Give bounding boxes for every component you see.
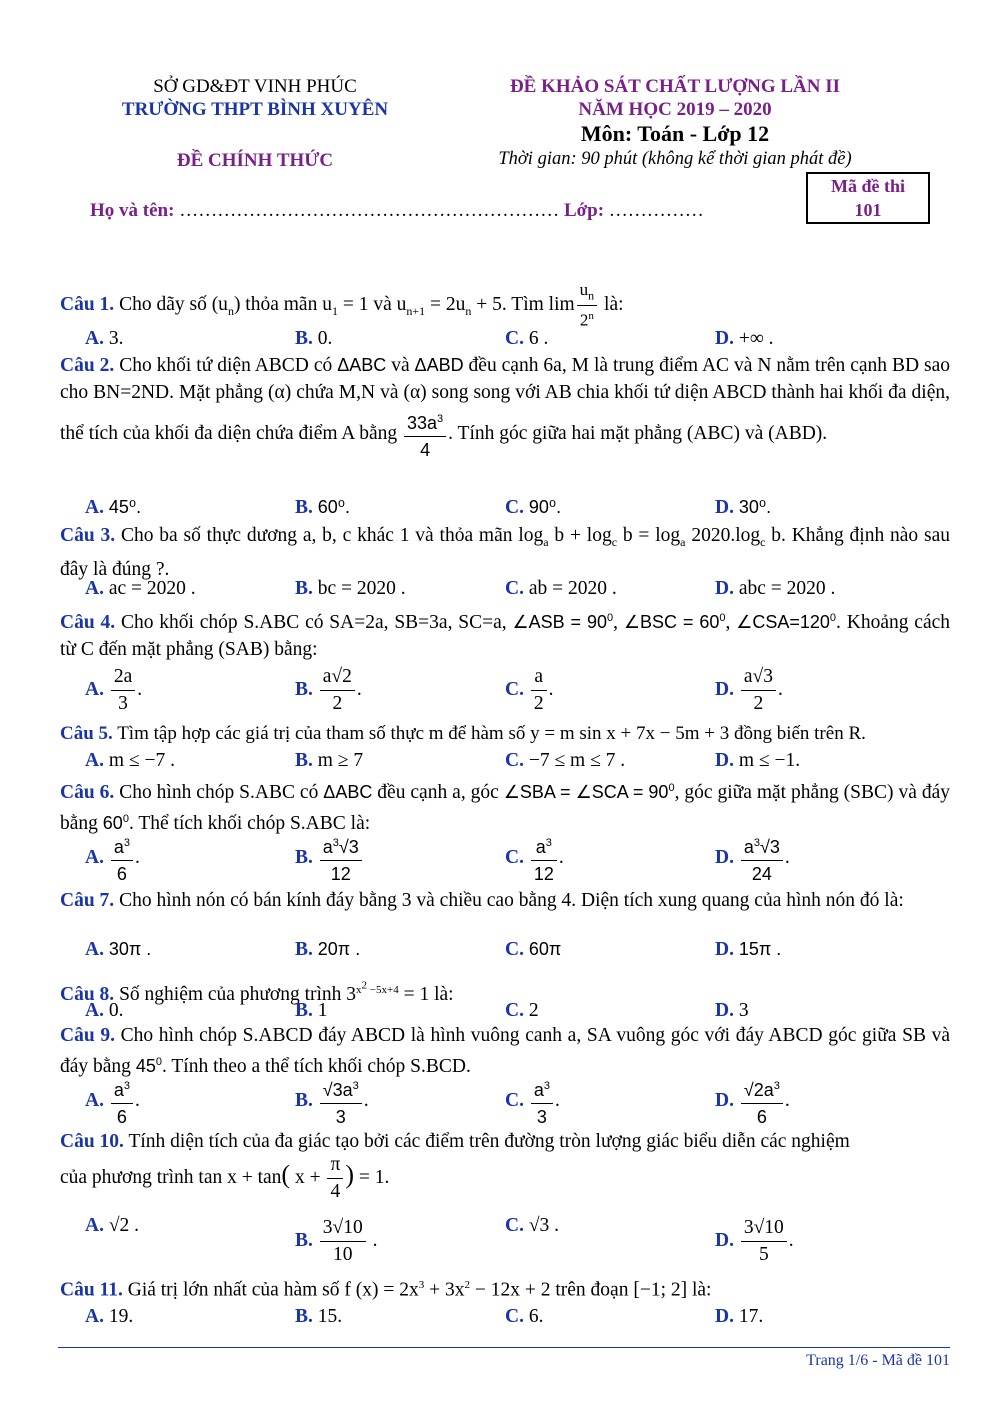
option-letter: A.	[85, 939, 104, 960]
footer-divider	[58, 1347, 950, 1348]
school-name: TRƯỜNG THPT BÌNH XUYÊN	[121, 99, 389, 120]
option-text: 3	[738, 1000, 749, 1021]
q8-option-c[interactable]	[505, 1000, 539, 1022]
subject: Môn: Toán - Lớp 12	[580, 121, 770, 146]
q7-option-c[interactable]	[505, 939, 561, 961]
option-text: 90⁰.	[528, 497, 562, 517]
q1-option-a[interactable]	[85, 328, 123, 350]
option-letter: D.	[715, 1306, 734, 1327]
class-label: Lớp:	[563, 200, 605, 221]
option-letter: B.	[295, 497, 313, 518]
option-letter: D.	[715, 1229, 734, 1251]
q4-option-b[interactable]: B. $\frac{a√2}{2}$ .	[295, 666, 362, 714]
exam-code-label: Mã đề thi	[831, 176, 905, 196]
q9-option-d[interactable]: D. $\frac{√2a^3}{6}$ .	[715, 1073, 790, 1130]
option-letter: D.	[715, 328, 734, 349]
question-label: Câu 3.	[60, 525, 116, 546]
question-10: Câu 10. Tính diện tích của đa giác tạo bởi các điểm trên đường tròn lượng giác biểu diễn các nghiệm	[60, 1131, 850, 1152]
q1-option-d[interactable]	[715, 328, 774, 350]
option-text: 6 .	[528, 328, 549, 349]
q6-option-c[interactable]: C. $\frac{a^3}{12}$ .	[505, 830, 564, 887]
option-text: 30π .	[108, 939, 152, 959]
option-letter: A.	[85, 497, 104, 518]
option-text: 0.	[317, 328, 333, 349]
exam-code-value: 101	[854, 200, 882, 220]
q4-option-a[interactable]: A. $\frac{2a}{3}$ .	[85, 666, 143, 714]
q2-option-d[interactable]	[715, 497, 771, 519]
option-letter: C.	[505, 1215, 524, 1236]
option-letter: C.	[505, 578, 524, 599]
q11-option-d[interactable]	[715, 1306, 763, 1328]
option-text: 15.	[317, 1306, 343, 1327]
q4-option-d[interactable]: D. $\frac{a√3}{2}$ .	[715, 666, 783, 714]
q10-option-a[interactable]: A. √2 .	[85, 1215, 140, 1236]
option-text: ab = 2020 .	[528, 578, 617, 599]
q7-option-a[interactable]	[85, 939, 151, 961]
option-letter: D.	[715, 939, 734, 960]
q11-option-c[interactable]	[505, 1306, 543, 1328]
question-label: Câu 7.	[60, 890, 115, 911]
option-letter: A.	[85, 678, 104, 700]
q3-option-d[interactable]	[715, 578, 835, 600]
question-11: Câu 11. Giá trị lớn nhất của hàm số f $(x) = 2x^3 + 3x^2 - 12x + 2$ trên đoạn [−1; 2] là:	[60, 1279, 712, 1301]
option-letter: C.	[505, 678, 524, 700]
option-letter: B.	[295, 678, 313, 700]
q4-option-c[interactable]: C. $\frac{a}{2}$ .	[505, 666, 554, 714]
q5-option-c[interactable]	[505, 750, 625, 772]
option-letter: A.	[85, 1000, 104, 1021]
question-label: Câu 1.	[60, 294, 115, 315]
option-text: m ≥ 7	[317, 750, 364, 771]
q7-option-d[interactable]	[715, 939, 781, 961]
option-letter: C.	[505, 1000, 524, 1021]
question-7: Câu 7. Cho hình nón có bán kính đáy bằng 3 và chiều cao bằng 4. Diện tích xung quang của hình nón đó là:	[60, 890, 904, 911]
q2-option-c[interactable]	[505, 497, 561, 519]
option-letter: A.	[85, 1215, 104, 1236]
q8-option-b[interactable]	[295, 1000, 328, 1022]
option-letter: D.	[715, 846, 734, 868]
option-text: bc = 2020 .	[317, 578, 406, 599]
option-letter: D.	[715, 578, 734, 599]
question-9: Câu 9. Cho hình chóp S.ABCD đáy ABCD là hình vuông canh a, SA vuông góc với đáy ABCD góc giữa SB và đáy bằng $45^0$. Tính theo a thể tích khối chóp S.BCD.	[60, 1025, 951, 1077]
option-text: 1	[317, 1000, 328, 1021]
q6-option-a[interactable]: A. $\frac{a^3}{6}$ .	[85, 830, 140, 887]
q2-option-a[interactable]	[85, 497, 141, 519]
question-label: Câu 11.	[60, 1279, 123, 1301]
q2-option-b[interactable]	[295, 497, 350, 519]
option-letter: B.	[295, 1306, 313, 1327]
question-1: Câu 1. Cho dãy số $(u_n)$ thỏa mãn $u_1 = 1$ và $u_{n+1} = 2u_n + 5$. Tìm lim $\frac{u_n}{2^n}$ là:	[60, 280, 624, 331]
option-text: 60⁰.	[317, 497, 351, 517]
option-text: 6.	[528, 1306, 544, 1327]
q10-option-b[interactable]: B. $\frac{3√10}{10}$ .	[295, 1217, 378, 1265]
q1-option-c[interactable]	[505, 328, 548, 350]
class-field[interactable]: ……………	[608, 200, 704, 221]
question-label: Câu 9.	[60, 1025, 115, 1046]
option-letter: C.	[505, 1089, 524, 1111]
option-letter: C.	[505, 1306, 524, 1327]
q3-option-b[interactable]	[295, 578, 406, 600]
q3-option-c[interactable]	[505, 578, 617, 600]
option-letter: B.	[295, 1089, 313, 1111]
option-letter: C.	[505, 750, 524, 771]
option-letter: A.	[85, 750, 104, 771]
name-label: Họ và tên:	[90, 200, 175, 221]
question-label: Câu 8.	[60, 984, 115, 1006]
q5-option-a[interactable]	[85, 750, 175, 772]
question-8: Câu 8. Số nghiệm của phương trình $3^{x^2 -5x+4} = 1$ là:	[60, 979, 454, 1006]
school-year: NĂM HỌC 2019 – 2020	[578, 99, 772, 120]
option-letter: B.	[295, 939, 313, 960]
page-footer: Trang 1/6 - Mã đề 101	[806, 1352, 950, 1369]
department: SỞ GD&ĐT VINH PHÚC	[153, 76, 357, 97]
option-letter: A.	[85, 1306, 104, 1327]
q1-option-b[interactable]	[295, 328, 332, 350]
q5-option-d[interactable]	[715, 750, 800, 772]
q3-option-a[interactable]	[85, 578, 196, 600]
option-letter: B.	[295, 578, 313, 599]
option-text: −7 ≤ m ≤ 7 .	[528, 750, 626, 771]
option-text: 3.	[108, 328, 124, 349]
q8-option-d[interactable]	[715, 1000, 749, 1022]
question-3: Câu 3. Cho ba số thực dương a, b, c khác 1 và thỏa mãn $\log_a b + \log_c b = \log_a 2020.\log_c$ b. Khẳng định nào sau đây là đúng ?.	[60, 525, 950, 580]
q9-option-b[interactable]: B. $\frac{√3a^3}{3}$ .	[295, 1073, 369, 1130]
question-label: Câu 6.	[60, 782, 115, 803]
option-letter: D.	[715, 1089, 734, 1111]
question-label: Câu 2.	[60, 355, 115, 376]
question-4: Câu 4. Cho khối chóp S.ABC có SA=2a, SB=3a, SC=a, ∠ASB = $90^0$, ∠BSC = $60^0$, $\angle CSA=120^0$. Khoảng cách từ C đến mặt phẳng (SAB) bằng:	[60, 612, 950, 660]
option-letter: B.	[295, 1000, 313, 1021]
option-text: 15π .	[738, 939, 782, 959]
q5-option-b[interactable]	[295, 750, 363, 772]
exam-title: ĐỀ KHẢO SÁT CHẤT LƯỢNG LẦN II	[509, 76, 841, 97]
option-letter: A.	[85, 846, 104, 868]
question-6: Câu 6. Cho hình chóp S.ABC có ΔABC đều cạnh a, góc ∠SBA = ∠SCA = $90^0$, góc giữa mặt phẳng (SBC) và đáy bằng $60^0$. Thể tích khối chóp S.ABC là:	[60, 782, 950, 834]
q6-option-b[interactable]: B. $\frac{a^3√3}{12}$	[295, 830, 364, 887]
option-text: 0.	[108, 1000, 124, 1021]
option-letter: A.	[85, 328, 104, 349]
option-letter: B.	[295, 750, 313, 771]
q11-option-b[interactable]	[295, 1306, 342, 1328]
q7-option-b[interactable]	[295, 939, 360, 961]
option-letter: A.	[85, 1089, 104, 1111]
q9-option-c[interactable]: C. $\frac{a^3}{3}$ .	[505, 1073, 560, 1130]
q10-option-c[interactable]: C. √3 .	[505, 1215, 560, 1236]
student-info-line	[90, 200, 704, 222]
question-10-equation: của phương trình tan x + tan( x + $\frac{\pi}{4}$ ) = 1.	[60, 1154, 390, 1202]
official-label: ĐỀ CHÍNH THỨC	[176, 150, 334, 171]
q6-option-d[interactable]: D. $\frac{a^3√3}{24}$ .	[715, 830, 790, 887]
option-letter: C.	[505, 846, 524, 868]
q9-option-a[interactable]: A. $\frac{a^3}{6}$ .	[85, 1073, 140, 1130]
question-label: Câu 10.	[60, 1131, 124, 1152]
option-text: 17.	[738, 1306, 764, 1327]
option-text: 19.	[108, 1306, 134, 1327]
option-letter: B.	[295, 328, 313, 349]
q10-option-d[interactable]: D. $\frac{3√10}{5}$ .	[715, 1217, 794, 1265]
option-letter: D.	[715, 678, 734, 700]
option-text: m ≤ −7 .	[108, 750, 175, 771]
exam-code-box	[806, 172, 930, 224]
q11-option-a[interactable]	[85, 1306, 133, 1328]
option-text: 2	[528, 1000, 539, 1021]
question-text: Cho dãy số	[119, 294, 207, 315]
option-letter: C.	[505, 939, 524, 960]
option-letter: B.	[295, 846, 313, 868]
option-letter: C.	[505, 497, 524, 518]
option-letter: D.	[715, 1000, 734, 1021]
q8-option-a[interactable]	[85, 1000, 123, 1022]
option-text: 30⁰.	[738, 497, 772, 517]
option-letter: D.	[715, 497, 734, 518]
question-5: Câu 5. Tìm tập hợp các giá trị của tham số thực m để hàm số y = m sin x + 7x − 5m + 3 đồng biến trên R.	[60, 723, 866, 744]
option-letter: C.	[505, 328, 524, 349]
option-letter: A.	[85, 578, 104, 599]
name-field[interactable]: ……………………………………………………	[179, 200, 560, 221]
option-text: 60π	[528, 939, 562, 959]
option-text: abc = 2020 .	[738, 578, 836, 599]
option-text: +∞ .	[738, 328, 774, 349]
exam-time: Thời gian: 90 phút (không kể thời gian phát đề)	[498, 149, 852, 169]
option-text: m ≤ −1.	[738, 750, 801, 771]
option-text: 20π .	[317, 939, 361, 959]
question-label: Câu 5.	[60, 723, 113, 744]
option-text: 45⁰.	[108, 497, 142, 517]
option-text: ac = 2020 .	[108, 578, 196, 599]
question-2: Câu 2. Cho khối tứ diện ABCD có ΔABC và ΔABD đều cạnh 6a, M là trung điểm AC và N nằm trên cạnh BD sao cho BN=2ND. Mặt phẳng (α) chứa M,N và (α) song song với AB chia khối tứ diện ABCD thành hai khối đa diện, thể tích của khối đa diện chứa điểm A bằng $\frac{33a^3}{4}$ . Tính góc giữa hai mặt phẳng (ABC) và (ABD).	[60, 355, 950, 460]
option-letter: D.	[715, 750, 734, 771]
option-letter: B.	[295, 1229, 313, 1251]
question-label: Câu 4.	[60, 612, 116, 633]
